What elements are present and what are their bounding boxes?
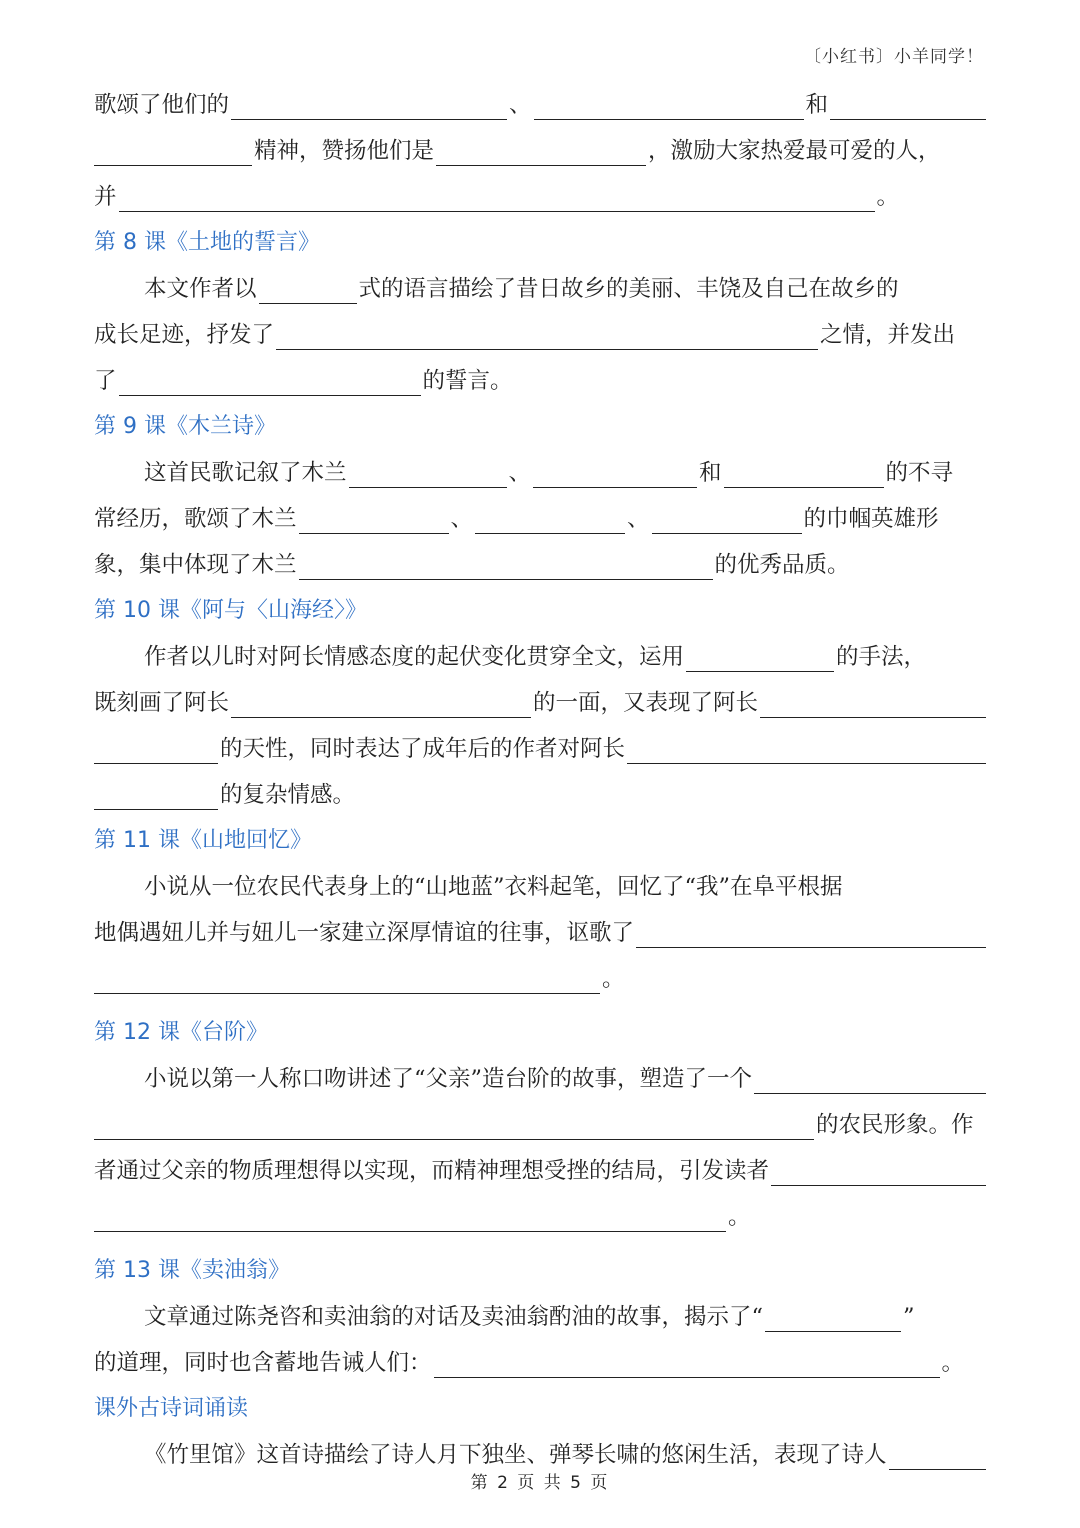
text: 的农民形象。作 xyxy=(816,1112,974,1138)
text: 的不寻 xyxy=(885,460,954,486)
fill-blank[interactable] xyxy=(119,181,875,212)
fill-blank[interactable] xyxy=(636,917,986,948)
text: 的天性，同时表达了成年后的作者对阿长 xyxy=(220,736,626,762)
text: 的一面，又表现了阿长 xyxy=(533,690,759,716)
text: 的复杂情感。 xyxy=(220,782,356,808)
text: 精神，赞扬他们是 xyxy=(254,138,435,164)
text: ，激励大家热爱最可爱的人， xyxy=(648,138,941,164)
lesson-11-title: 第 11 课《山地回忆》 xyxy=(94,828,312,853)
text: 既刻画了阿长 xyxy=(94,690,230,716)
worksheet-page xyxy=(94,82,988,1478)
text: 《竹里馆》这首诗描绘了诗人月下独坐、弹琴长啸的悠闲生活，表现了诗人 xyxy=(144,1442,887,1468)
fill-blank[interactable] xyxy=(94,1201,726,1232)
intro-line-1 xyxy=(94,82,988,128)
lesson-10-title: 第 10 课《阿与〈山海经〉》 xyxy=(94,598,367,623)
text: 者通过父亲的物质理想得以实现，而精神理想受挫的结局，引发读者 xyxy=(94,1158,770,1184)
text: 。 xyxy=(728,1204,751,1230)
fill-blank[interactable] xyxy=(299,549,713,580)
lesson-11-line-3 xyxy=(94,956,988,1002)
text: 的手法， xyxy=(836,644,927,670)
text: 之情，并发出 xyxy=(820,322,956,348)
text: 的誓言。 xyxy=(422,368,513,394)
text: 了 xyxy=(94,368,117,394)
text: 式的语言描绘了昔日故乡的美丽、丰饶及自己在故乡的 xyxy=(358,276,899,302)
fill-blank[interactable] xyxy=(94,135,252,166)
lesson-13-line-2 xyxy=(94,1340,988,1386)
text: 成长足迹，抒发了 xyxy=(94,322,275,348)
lesson-9-line-1 xyxy=(94,450,988,496)
fill-blank[interactable] xyxy=(259,273,357,304)
fill-blank[interactable] xyxy=(686,641,834,672)
lesson-12-title: 第 12 课《台阶》 xyxy=(94,1020,268,1045)
lesson-8-title: 第 8 课《土地的誓言》 xyxy=(94,230,320,255)
lesson-10-line-2 xyxy=(94,680,988,726)
extra-reading-title: 课外古诗词诵读 xyxy=(94,1396,249,1421)
fill-blank[interactable] xyxy=(771,1155,986,1186)
text: 文章通过陈尧咨和卖油翁的对话及卖油翁酌油的故事，揭示了“ xyxy=(144,1304,764,1330)
text: 、 xyxy=(450,506,474,532)
text: 地偶遇妞儿并与妞儿一家建立深厚情谊的往事，讴歌了 xyxy=(94,920,635,946)
lesson-13-line-1 xyxy=(94,1294,988,1340)
fill-blank[interactable] xyxy=(94,963,600,994)
lesson-12-line-4 xyxy=(94,1194,988,1240)
fill-blank[interactable] xyxy=(830,89,986,120)
page-footer: 第 2 页 共 5 页 xyxy=(470,1473,610,1493)
text: 和 xyxy=(699,460,722,486)
lesson-8-line-2 xyxy=(94,312,988,358)
lesson-13-title: 第 13 课《卖油翁》 xyxy=(94,1258,290,1283)
fill-blank[interactable] xyxy=(627,733,986,764)
fill-blank[interactable] xyxy=(760,687,986,718)
lesson-12-line-2 xyxy=(94,1102,988,1148)
text: 常经历，歌颂了木兰 xyxy=(94,506,297,532)
fill-blank[interactable] xyxy=(94,779,218,810)
text: 。 xyxy=(602,966,625,992)
lesson-8-line-1 xyxy=(94,266,988,312)
text: 并 xyxy=(94,184,117,210)
fill-blank[interactable] xyxy=(94,733,218,764)
fill-blank[interactable] xyxy=(436,135,646,166)
text: 小说从一位农民代表身上的“山地蓝”衣料起笔，回忆了“我”在阜平根据 xyxy=(144,874,843,900)
fill-blank[interactable] xyxy=(231,687,531,718)
fill-blank[interactable] xyxy=(534,89,804,120)
text: 这首民歌记叙了木兰 xyxy=(144,460,347,486)
fill-blank[interactable] xyxy=(231,89,507,120)
lesson-10-line-3 xyxy=(94,726,988,772)
fill-blank[interactable] xyxy=(349,457,507,488)
fill-blank[interactable] xyxy=(276,319,818,350)
fill-blank[interactable] xyxy=(754,1063,986,1094)
lesson-12-line-3 xyxy=(94,1148,988,1194)
text: 的道理，同时也含蓄地告诫人们： xyxy=(94,1350,432,1376)
lesson-10-line-4 xyxy=(94,772,988,818)
text: 和 xyxy=(805,92,829,118)
fill-blank[interactable] xyxy=(533,457,697,488)
text: 的巾帼英雄形 xyxy=(803,506,939,532)
text: 。 xyxy=(876,184,900,210)
text: 象，集中体现了木兰 xyxy=(94,552,297,578)
fill-blank[interactable] xyxy=(652,503,802,534)
lesson-11-line-2 xyxy=(94,910,988,956)
fill-blank[interactable] xyxy=(475,503,625,534)
text: 。 xyxy=(941,1350,965,1376)
lesson-12-line-1 xyxy=(94,1056,988,1102)
text: ” xyxy=(903,1304,915,1330)
fill-blank[interactable] xyxy=(765,1301,901,1332)
fill-blank[interactable] xyxy=(119,365,421,396)
intro-line-2 xyxy=(94,128,988,174)
text: 的优秀品质。 xyxy=(714,552,850,578)
text: 作者以儿时对阿长情感态度的起伏变化贯穿全文，运用 xyxy=(144,644,685,670)
intro-line-3 xyxy=(94,174,988,220)
watermark: 〔小红书〕小羊同学！ xyxy=(804,47,984,67)
text: 、 xyxy=(508,460,532,486)
text: 歌颂了他们的 xyxy=(94,92,230,118)
text: 小说以第一人称口吻讲述了“父亲”造台阶的故事，塑造了一个 xyxy=(144,1066,753,1092)
fill-blank[interactable] xyxy=(299,503,449,534)
fill-blank[interactable] xyxy=(434,1347,940,1378)
fill-blank[interactable] xyxy=(94,1109,814,1140)
fill-blank[interactable] xyxy=(889,1439,986,1470)
text: 、 xyxy=(509,92,532,118)
lesson-9-line-3 xyxy=(94,542,988,588)
lesson-8-line-3 xyxy=(94,358,988,404)
lesson-11-line-1 xyxy=(94,864,988,910)
lesson-9-title: 第 9 课《木兰诗》 xyxy=(94,414,276,439)
fill-blank[interactable] xyxy=(724,457,884,488)
text: 本文作者以 xyxy=(144,276,257,302)
lesson-9-line-2 xyxy=(94,496,988,542)
lesson-10-line-1 xyxy=(94,634,988,680)
text: 、 xyxy=(627,506,650,532)
